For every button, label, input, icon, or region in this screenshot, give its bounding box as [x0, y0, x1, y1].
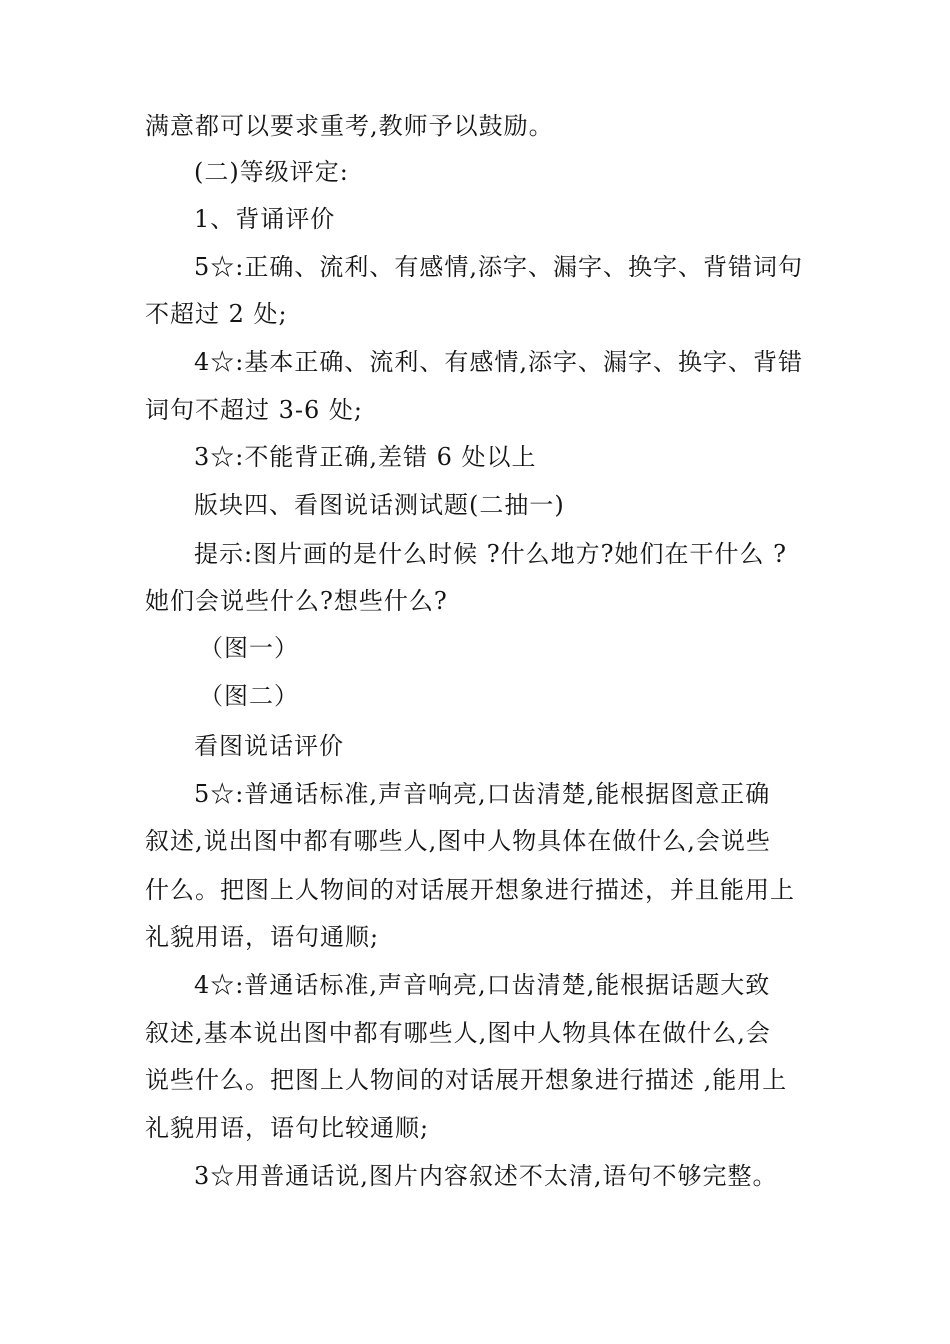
- text-line-21: 说些什么。把图上人物间的对话展开想象进行描述 ,能用上: [145, 1066, 788, 1094]
- text-line-7: 词句不超过 3-6 处;: [145, 396, 363, 424]
- text-line-5: 不超过 2 处;: [145, 300, 288, 328]
- section-heading: 版块四、看图说话测试题(二抽一): [194, 491, 565, 519]
- text-line-6: 4☆:基本正确、流利、有感情,添字、漏字、换字、背错: [194, 348, 803, 376]
- subheading: 看图说话评价: [194, 732, 344, 760]
- text-line-10: 提示:图片画的是什么时候 ?什么地方?她们在干什么 ?: [194, 540, 787, 568]
- text-line-22: 礼貌用语，语句比较通顺;: [145, 1114, 430, 1142]
- text-line-2: (二)等级评定:: [194, 158, 349, 186]
- text-line-4: 5☆:正确、流利、有感情,添字、漏字、换字、背错词句: [194, 253, 803, 281]
- text-line-15: 5☆:普通话标准,声音响亮,口齿清楚,能根据图意正确: [194, 780, 771, 808]
- figure-caption-2: （图二）: [199, 682, 299, 710]
- text-line-3: 1、背诵评价: [194, 205, 336, 233]
- text-line-19: 4☆:普通话标准,声音响亮,口齿清楚,能根据话题大致: [194, 971, 771, 999]
- text-line-23: 3☆用普通话说,图片内容叙述不太清,语句不够完整。: [194, 1162, 778, 1190]
- text-line-17: 什么。把图上人物间的对话展开想象进行描述，并且能用上: [145, 876, 795, 904]
- text-line-16: 叙述,说出图中都有哪些人,图中人物具体在做什么,会说些: [145, 827, 771, 855]
- text-line-20: 叙述,基本说出图中都有哪些人,图中人物具体在做什么,会: [145, 1019, 771, 1047]
- text-line-8: 3☆:不能背正确,差错 6 处以上: [194, 443, 537, 471]
- text-line-1: 满意都可以要求重考,教师予以鼓励。: [145, 112, 554, 140]
- figure-caption-1: （图一）: [199, 634, 299, 662]
- text-line-18: 礼貌用语，语句通顺;: [145, 923, 380, 951]
- text-line-11: 她们会说些什么?想些什么?: [145, 587, 448, 615]
